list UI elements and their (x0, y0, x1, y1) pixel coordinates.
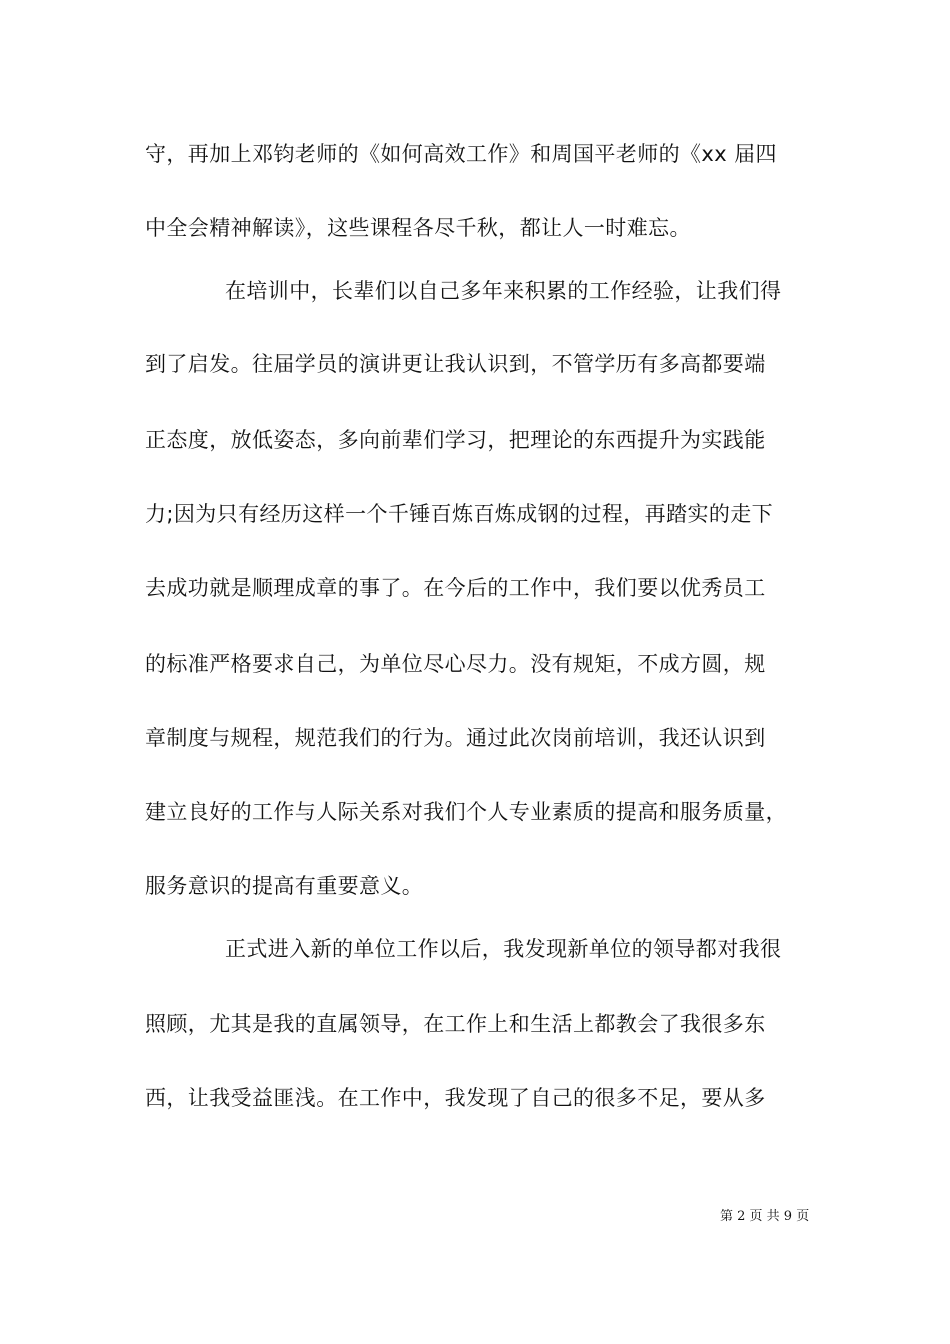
text-line: 去成功就是顺理成章的事了。在今后的工作中，我们要以优秀员工 (145, 576, 766, 600)
text-line: 的标准严格要求自己，为单位尽心尽力。没有规矩，不成方圆，规 (145, 652, 766, 676)
text-line: 西，让我受益匪浅。在工作中，我发现了自己的很多不足，要从多 (145, 1086, 766, 1110)
text-line: 正态度，放低姿态，多向前辈们学习，把理论的东西提升为实践能 (145, 428, 766, 452)
paragraph-start-line: 正式进入新的单位工作以后，我发现新单位的领导都对我很 (225, 937, 782, 961)
text-line: 建立良好的工作与人际关系对我们个人专业素质的提高和服务质量， (145, 800, 787, 824)
text-line: 照顾，尤其是我的直属领导，在工作上和生活上都教会了我很多东 (145, 1012, 766, 1036)
paragraph-start-line: 在培训中，长辈们以自己多年来积累的工作经验，让我们得 (225, 279, 782, 303)
text-line: 力;因为只有经历这样一个千锤百炼百炼成钢的过程，再踏实的走下 (145, 502, 774, 526)
text-line: 中全会精神解读》，这些课程各尽千秋，都让人一时难忘。 (145, 216, 691, 240)
text-line: 到了启发。往届学员的演讲更让我认识到，不管学历有多高都要端 (145, 352, 766, 376)
text-line: 服务意识的提高有重要意义。 (145, 874, 424, 898)
text-line: 章制度与规程，规范我们的行为。通过此次岗前培训，我还认识到 (145, 726, 766, 750)
text-line: 守，再加上邓钧老师的《如何高效工作》和周国平老师的《xx 届四 (145, 142, 777, 166)
page-number-footer: 第 2 页 共 9 页 (720, 1209, 810, 1224)
